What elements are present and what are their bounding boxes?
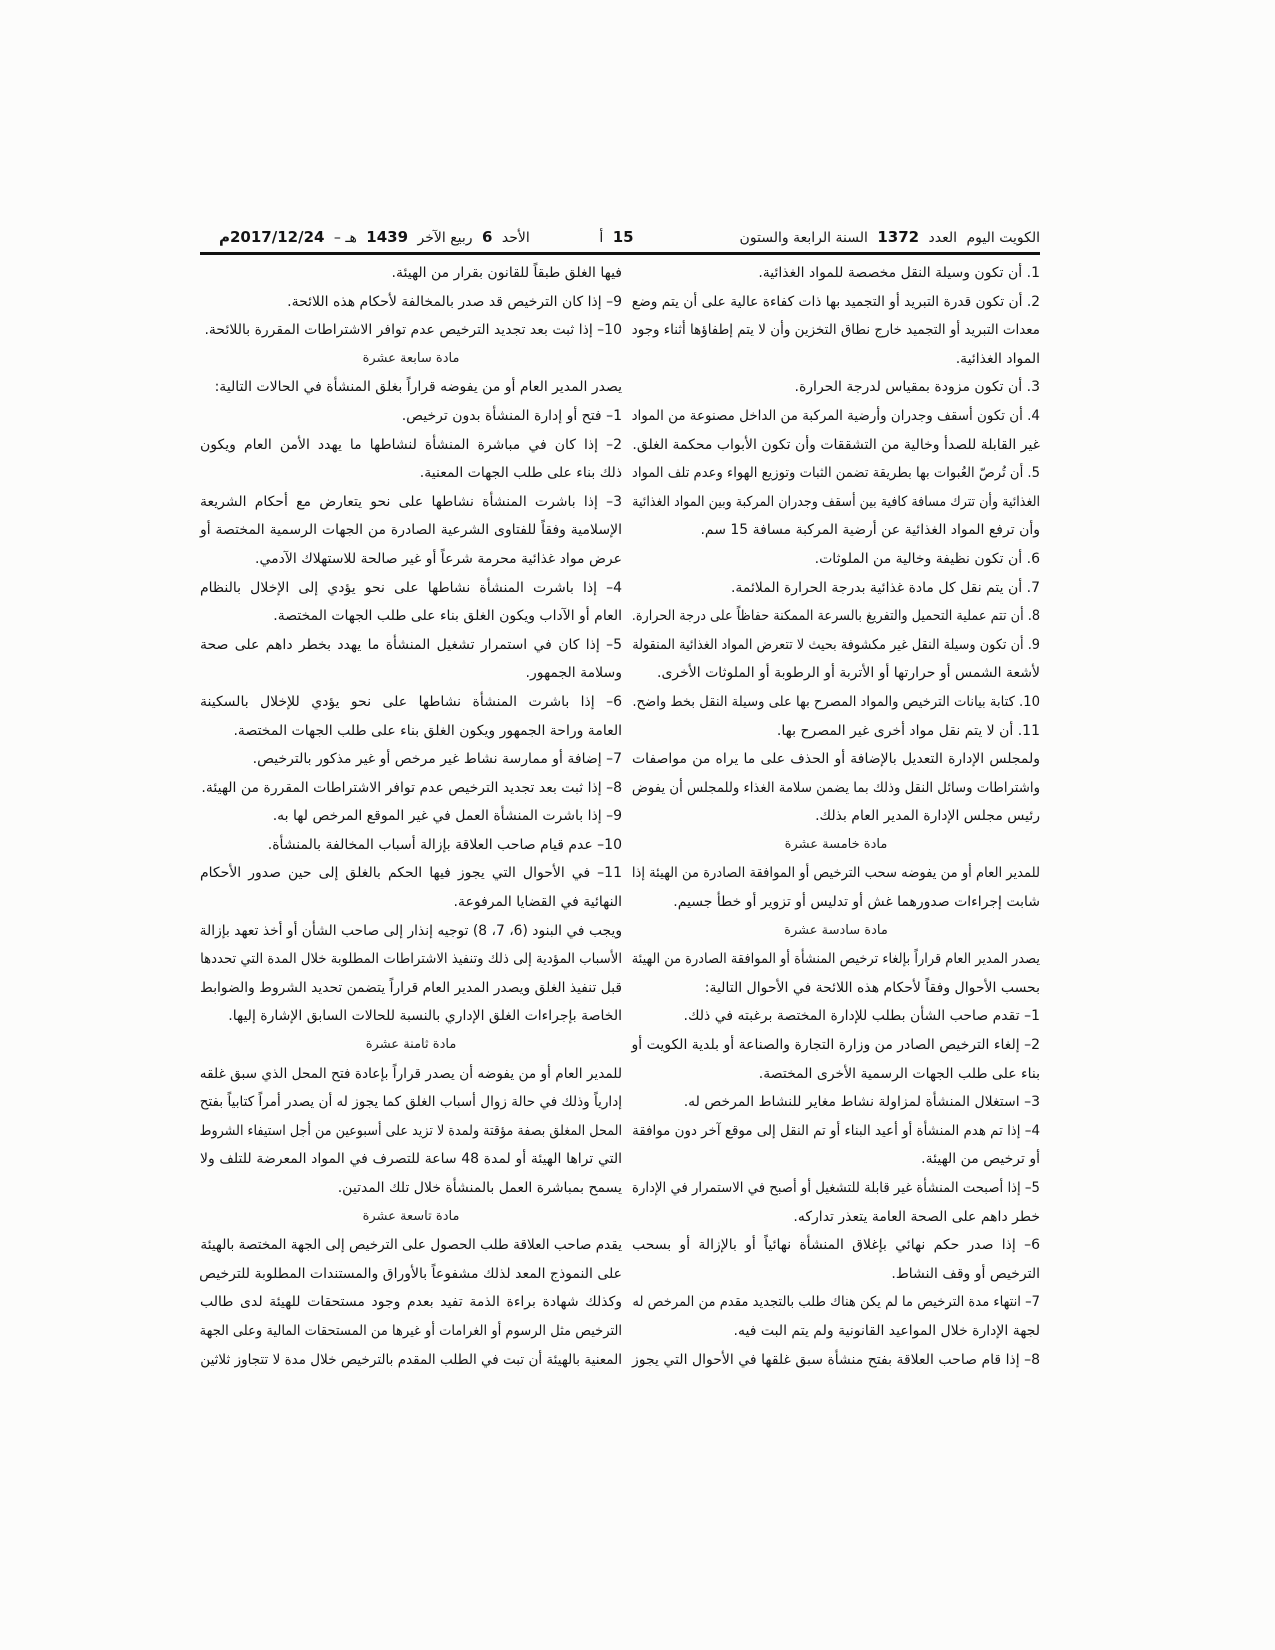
gregorian-date: 2017/12/24م [219, 228, 325, 246]
text-line: الترخيص مثل الرسوم أو الغرامات أو غيرها من المستحقات المالية وعلى الجهة [199, 1322, 622, 1339]
text-line: 5– إذا كان في استمرار تشغيل المنشأة ما يهدد بخطر داهم على صحة [200, 636, 622, 653]
text-line: عرض مواد غذائية محرمة شرعاً أو غير صالحة للاستهلاك الآدمي. [255, 550, 622, 567]
text-line: 8– إذا ثبت بعد تجديد الترخيص عدم توافر الاشتراطات المقررة من الهيئة. [201, 779, 622, 796]
text-line: 9. أن تكون وسيلة النقل غير مكشوفة بحيث لا تتعرض المواد الغذائية المنقولة [632, 636, 1040, 653]
text-line: 4. أن تكون أسقف وجدران وأرضية المركبة من الداخل مصنوعة من المواد [631, 407, 1040, 424]
text-line: بناء على طلب الجهات الرسمية الأخرى المختصة. [758, 1065, 1040, 1082]
page-suffix: أ [599, 230, 604, 246]
publication-info [735, 224, 1040, 251]
text-line: 3– استغلال المنشأة لمزاولة نشاط مغاير للنشاط المرخص له. [683, 1094, 1040, 1111]
text-line: الخاصة بإجراءات الغلق الإداري بالنسبة للحالات السابق الإشارة إليها. [228, 1008, 622, 1025]
article-heading: مادة سادسة عشرة [784, 922, 888, 938]
issue-number: 1372 [877, 228, 920, 246]
text-line: 10. كتابة بيانات الترخيص والمواد المصرح بها على وسيلة النقل بخط واضح. [632, 693, 1040, 710]
text-line: 1– فتح أو إدارة المنشأة بدون ترخيص. [401, 407, 622, 424]
text-line: 2. أن تكون قدرة التبريد أو التجميد بها ذات كفاءة عالية على أن يتم وضع [631, 293, 1040, 310]
text-line: وكذلك شهادة براءة الذمة تفيد بعدم وجود مستحقات للهيئة لدى طالب [200, 1294, 622, 1311]
text-line: يصدر المدير العام أو من يفوضه قراراً بغلق المنشأة في الحالات التالية: [214, 379, 622, 396]
text-line: 7– إضافة أو ممارسة نشاط غير مرخص أو غير مذكور بالترخيص. [252, 751, 622, 768]
text-line: للمدير العام أو من يفوضه أن يصدر قراراً بإعادة فتح المحل الذي سبق غلقه [199, 1065, 623, 1082]
issue-label: العدد [928, 230, 958, 246]
text-line: 8. أن تتم عملية التحميل والتفريغ بالسرعة الممكنة حفاظاً على درجة الحرارة. [631, 608, 1040, 625]
text-line: 10– عدم قيام صاحب العلاقة بإزالة أسباب المخالفة بالمنشأة. [267, 836, 622, 853]
text-line: 6– إذا صدر حكم نهائي بإغلاق المنشأة نهائياً أو بالإزالة أو بسحب [632, 1237, 1040, 1254]
text-line: يصدر المدير العام قراراً بإلغاء ترخيص المنشأة أو الموافقة الصادرة من الهيئة [631, 951, 1040, 968]
hijri-suffix: هـ – [333, 230, 357, 246]
page-number-value: 15 [612, 228, 634, 246]
text-line: 7– انتهاء مدة الترخيص ما لم يكن هناك طلب بالتجديد مقدم من المرخص له [632, 1294, 1040, 1311]
text-line: 2– إذا كان في مباشرة المنشأة لنشاطها ما يهدد الأمن العام ويكون [200, 436, 622, 453]
text-line: إدارياً وذلك في حالة زوال أسباب الغلق كما يجوز له أن يصدر أمراً كتابياً بفتح [199, 1094, 622, 1111]
text-line: 6– إذا باشرت المنشأة نشاطها على نحو يؤدي للإخلال بالسكينة [200, 693, 622, 710]
article-heading: مادة ثامنة عشرة [365, 1037, 457, 1053]
text-line: 7. أن يتم نقل كل مادة غذائية بدرجة الحرارة الملائمة. [730, 579, 1040, 596]
text-line: وأن ترفع المواد الغذائية عن أرضية المركبة مسافة 15 سم. [700, 522, 1040, 539]
text-line: 8– إذا قام صاحب العلاقة بفتح منشأة سبق غلقها في الأحوال التي يجوز [632, 1351, 1040, 1368]
hijri-year: 1439 [366, 228, 409, 246]
text-line: 4– إذا تم هدم المنشأة أو أعيد البناء أو تم النقل إلى موقع آخر دون موافقة [632, 1122, 1040, 1139]
text-line: الغذائية وأن تترك مسافة كافية بين أسقف وجدران المركبة وبين المواد الغذائية [632, 493, 1040, 510]
text-line: خطر داهم على الصحة العامة يتعذر تداركه. [793, 1208, 1040, 1225]
text-line: 10– إذا ثبت بعد تجديد الترخيص عدم توافر الاشتراطات المقررة باللائحة. [204, 322, 622, 339]
text-line: 5. أن تُرصّ العُبوات بها بطريقة تضمن الثبات وتوزيع الهواء وعدم تلف المواد [631, 465, 1040, 482]
text-line: المحل المغلق بصفة مؤقتة ولمدة لا تزيد على أسبوعين من أجل استيفاء الشروط [199, 1122, 622, 1139]
text-line: التي تراها الهيئة أو لمدة 48 ساعة للتصرف في المواد المعرضة للتلف ولا [200, 1151, 622, 1168]
running-header [200, 226, 1040, 255]
page-number [592, 224, 636, 251]
text-line: 1. أن تكون وسيلة النقل مخصصة للمواد الغذائية. [758, 265, 1040, 281]
hijri-month: ربيع الآخر [417, 230, 473, 246]
text-line: يقدم صاحب العلاقة طلب الحصول على الترخيص إلى الجهة المختصة بالهيئة [200, 1237, 622, 1254]
hijri-day: 6 [482, 228, 493, 246]
text-line: 1– تقدم صاحب الشأن بطلب للإدارة المختصة برغبته في ذلك. [683, 1008, 1040, 1025]
issue-date [214, 224, 530, 251]
text-line: للمدير العام أو من يفوضه سحب الترخيص أو الموافقة الصادرة من الهيئة إذا [631, 865, 1040, 882]
text-line: غير القابلة للصدأ وخالية من التشققات وأن تكون الأبواب محكمة الغلق. [632, 436, 1040, 453]
text-line: يسمح بمباشرة العمل بالمنشأة خلال تلك المدتين. [337, 1180, 622, 1196]
text-line: المواد الغذائية. [955, 350, 1040, 367]
text-line: بحسب الأحوال وفقاً لأحكام هذه اللائحة في الأحوال التالية: [704, 979, 1040, 996]
left-column [200, 259, 622, 1374]
text-line: واشتراطات وسائل النقل وذلك بما يضمن سلامة الغذاء وللمجلس أن يفوض [631, 779, 1040, 796]
text-line: رئيس مجلس الإدارة المدير العام بذلك. [815, 808, 1040, 825]
text-line: الترخيص أو وقف النشاط. [891, 1265, 1040, 1282]
text-line: معدات التبريد أو التجميد خارج نطاق التخزين وأن لا يتم إطفاؤها أثناء وجود [631, 322, 1040, 339]
text-line: قبل تنفيذ الغلق ويصدر المدير العام قراراً يتضمن تحديد الشروط والضوابط [200, 979, 622, 996]
text-line: الأسباب المؤدية إلى ذلك وتنفيذ الاشتراطات المطلوبة خلال المدة التي تحددها [200, 951, 622, 968]
article-heading: مادة تاسعة عشرة [362, 1208, 460, 1224]
text-line: 2– إلغاء الترخيص الصادر من وزارة التجارة والصناعة أو بلدية الكويت أو [631, 1037, 1040, 1054]
article-heading: مادة سابعة عشرة [362, 350, 460, 366]
text-line: 11. أن لا يتم نقل مواد أخرى غير المصرح بها. [776, 722, 1040, 739]
weekday: الأحد [501, 230, 530, 246]
text-line: 9– إذا باشرت المنشأة العمل في غير الموقع المرخص لها به. [272, 808, 622, 825]
volume-year: السنة الرابعة والستون [739, 230, 868, 246]
text-line: 11– في الأحوال التي يجوز فيها الحكم بالغلق إلى حين صدور الأحكام [200, 865, 622, 882]
text-line: 6. أن تكون نظيفة وخالية من الملوثات. [814, 550, 1040, 567]
article-heading: مادة خامسة عشرة [784, 836, 888, 852]
text-line: النهائية في القضايا المرفوعة. [453, 894, 622, 911]
text-line: ويجب في البنود (6، 7، 8) توجيه إنذار إلى صاحب الشأن أو أخذ تعهد بإزالة [199, 922, 622, 939]
text-line: ذلك بناء على طلب الجهات المعنية. [419, 465, 622, 482]
text-line: المعنية بالهيئة أن تبت في الطلب المقدم بالترخيص خلال مدة لا تتجاوز ثلاثين [200, 1351, 622, 1368]
text-line: وسلامة الجمهور. [525, 665, 622, 682]
text-line: 3– إذا باشرت المنشأة نشاطها على نحو يتعارض مع أحكام الشريعة [200, 493, 622, 510]
publication-name: الكويت اليوم [966, 230, 1040, 246]
text-line: 3. أن تكون مزودة بمقياس لدرجة الحرارة. [794, 379, 1040, 396]
text-line: على النموذج المعد لذلك مشفوعاً بالأوراق والمستندات المطلوبة للترخيص [199, 1265, 622, 1282]
text-line: ولمجلس الإدارة التعديل بالإضافة أو الحذف على ما يراه من مواصفات [632, 751, 1040, 768]
text-line: العام أو الآداب ويكون الغلق بناء على طلب الجهات المختصة. [273, 608, 622, 625]
text-line: العامة وراحة الجمهور ويكون الغلق بناء على طلب الجهات المختصة. [233, 722, 622, 739]
text-line: 9– إذا كان الترخيص قد صدر بالمخالفة لأحكام هذه اللائحة. [287, 293, 622, 310]
text-line: 5– إذا أصبحت المنشأة غير قابلة للتشغيل أو أصبح في الاستمرار في الإدارة [632, 1180, 1040, 1196]
text-line: شابت إجراءات صدورهما غش أو تدليس أو تزوير أو خطأ جسيم. [673, 894, 1040, 911]
text-line: 4– إذا باشرت المنشأة نشاطها على نحو يؤدي إلى الإخلال بالنظام [200, 579, 622, 596]
text-line: لجهة الإدارة خلال المواعيد القانونية ولم يتم البت فيه. [733, 1322, 1040, 1339]
text-line: فيها الغلق طبقاً للقانون بقرار من الهيئة. [391, 265, 622, 281]
text-line: لأشعة الشمس أو حرارتها أو الأتربة أو الرطوبة أو الملوثات الأخرى. [657, 665, 1040, 682]
text-line: أو ترخيص من الهيئة. [921, 1151, 1040, 1168]
text-line: الإسلامية وفقاً للفتاوى الشرعية الصادرة من الجهات الرسمية المختصة أو [200, 522, 622, 539]
right-column [632, 259, 1040, 1374]
